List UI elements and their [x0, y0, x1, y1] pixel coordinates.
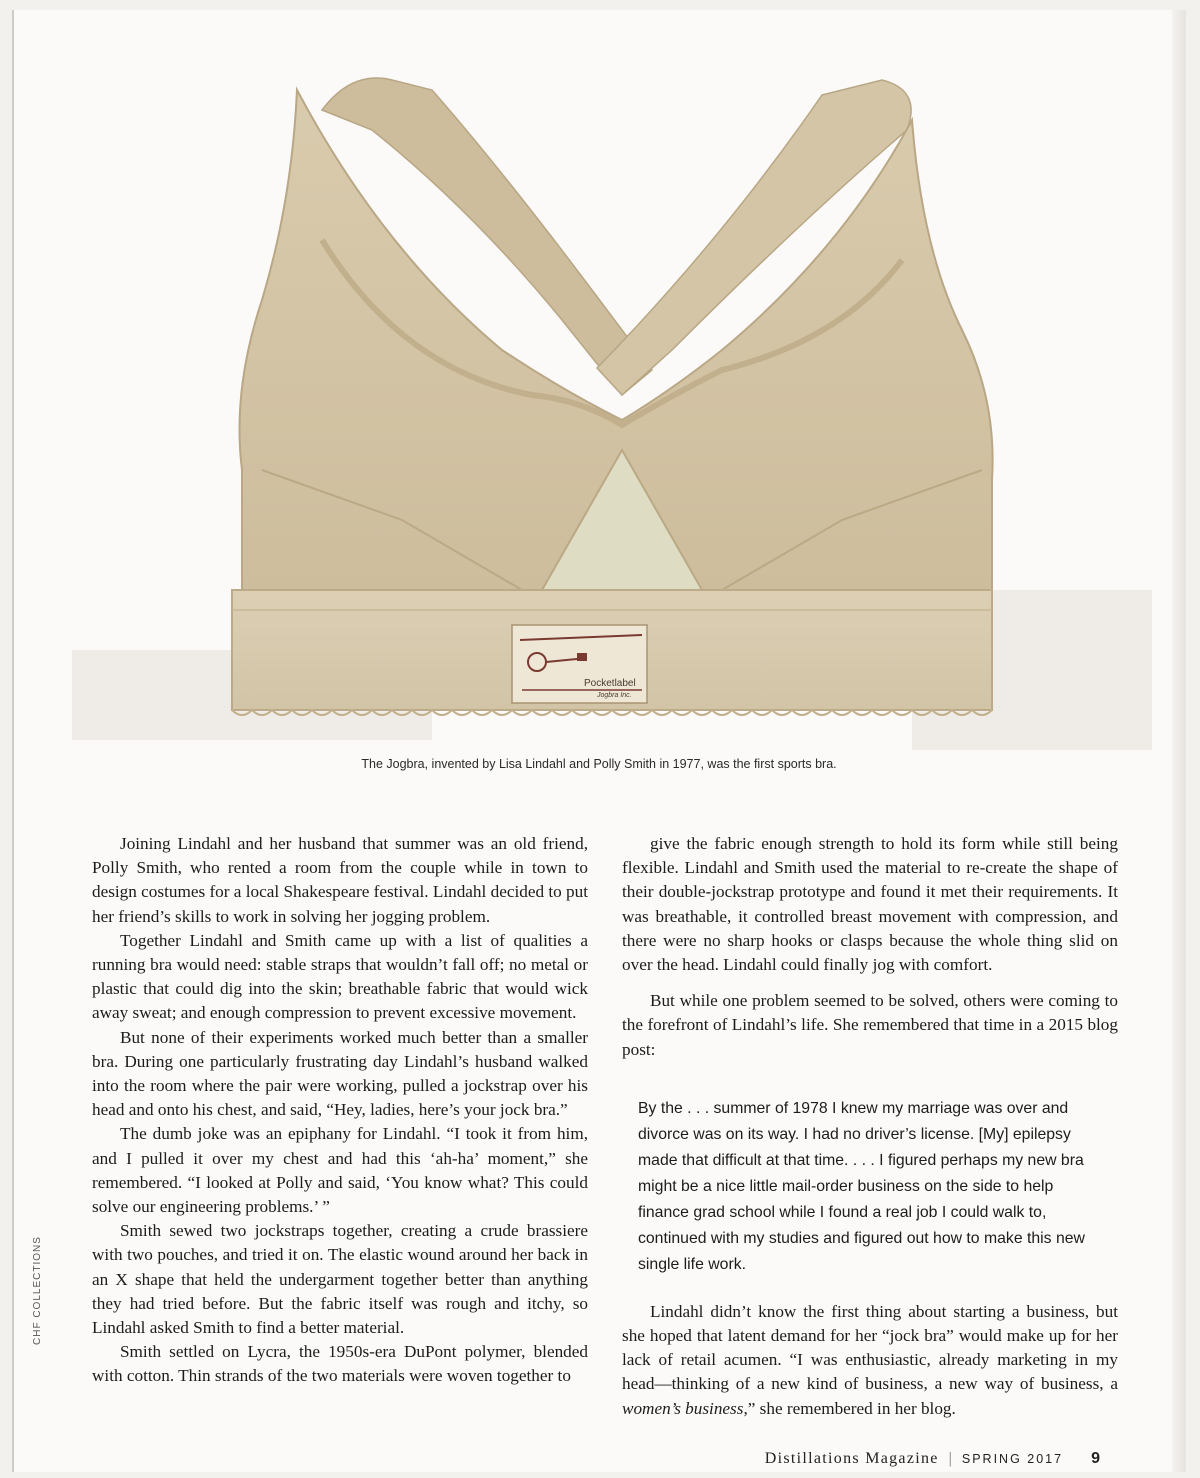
magazine-name: Distillations Magazine	[764, 1450, 939, 1467]
blog-quote: By the . . . summer of 1978 I knew my marriage was over and divorce was on its way. I had no driver’s license. [My] epilepsy made that difficult at that time. . . . I figured perhaps my new bra might be a nice little mail-order business on the side to help finance grad school while I found a real job I could walk to, continued with my studies and figured out how to make this new single life work.	[638, 1099, 1085, 1273]
footer-separator: |	[948, 1450, 952, 1467]
photo-caption: The Jogbra, invented by Lisa Lindahl and Polly Smith in 1977, was the first sports bra.	[361, 757, 837, 771]
paragraph-text: ,” she remembered in her blog.	[743, 1398, 956, 1418]
article-paragraph	[622, 1300, 1118, 1421]
article-paragraph: Together Lindahl and Smith came up with a list of qualities a running bra would need: stable straps that wouldn’t fall off; no metal or plastic that could dig into the skin; breathable fabric that would wick away sweat; and enough compression to prevent excessive movement.	[92, 930, 588, 1023]
article-paragraph: give the fabric enough strength to hold its form while still being flexible. Lindahl and Smith used the material to re-create the shape of their double-jockstrap prototype and found it met their requirements. It was breathable, it controlled breast movement with compression, and there were no sharp hooks or clasps because the whole thing slid on over the head. Lindahl could finally jog with comfort.	[622, 834, 1118, 975]
page-footer	[765, 1450, 1100, 1468]
article-paragraph: Smith settled on Lycra, the 1950s-era DuPont polymer, blended with cotton. Thin strands of the two materials were woven together to	[92, 1342, 588, 1386]
page-number: 9	[1091, 1450, 1100, 1467]
article-paragraph: The dumb joke was an epiphany for Lindahl. “I took it from him, and I pulled it over my chest and had this ‘ah-ha’ moment,” she remembered. “I looked at Polly and said, ‘You know what? This could solve our engineering problems.’ ”	[92, 1124, 588, 1217]
article-paragraph: But while one problem seemed to be solved, others were coming to the forefront of Lindahl’s life. She remembered that time in a 2015 blog post:	[622, 991, 1118, 1059]
emphasis-text: women’s business	[622, 1398, 744, 1418]
svg-text:Jogbra Inc.: Jogbra Inc.	[597, 692, 632, 699]
article-paragraph: Smith sewed two jockstraps together, creating a crude brassiere with two pouches, and tried it on. The elastic wound around her back in an X shape that held the undergarment together better than anything they had tried before. But the fabric itself was rough and itchy, so Lindahl asked Smith to find a better material.	[92, 1221, 588, 1338]
article-paragraph: But none of their experiments worked much better than a smaller bra. During one particularly frustrating day Lindahl’s husband walked into the room where the pair were working, pulled a jockstrap over his head and onto his chest, and said, “Hey, ladies, here’s your jock bra.”	[92, 1027, 588, 1120]
paragraph-text: Lindahl didn’t know the first thing about starting a business, but she hoped that latent demand for her “jock bra” would make up for her lack of retail acumen. “I was enthusiastic, already marketing in my head—thinking of a new kind of business, a new way of business, a	[622, 1301, 1118, 1394]
article-column-right	[622, 832, 1118, 1421]
magazine-page	[12, 10, 1186, 1472]
photo-credit: CHF COLLECTIONS	[32, 1236, 43, 1345]
article-column-left	[92, 832, 588, 1389]
page-edge-shadow	[1172, 10, 1186, 1472]
binding-edge	[12, 10, 14, 1472]
pocket-label	[512, 625, 647, 703]
issue-label: SPRING 2017	[961, 1452, 1064, 1466]
article-paragraph: Joining Lindahl and her husband that summer was an old friend, Polly Smith, who rented a room from the couple while in town to design costumes for a local Shakespeare festival. Lindahl decided to put her friend’s skills to work in solving her jogging problem.	[92, 834, 588, 926]
jogbra-photo	[202, 50, 1022, 740]
svg-text:Pocketlabel: Pocketlabel	[584, 678, 636, 689]
